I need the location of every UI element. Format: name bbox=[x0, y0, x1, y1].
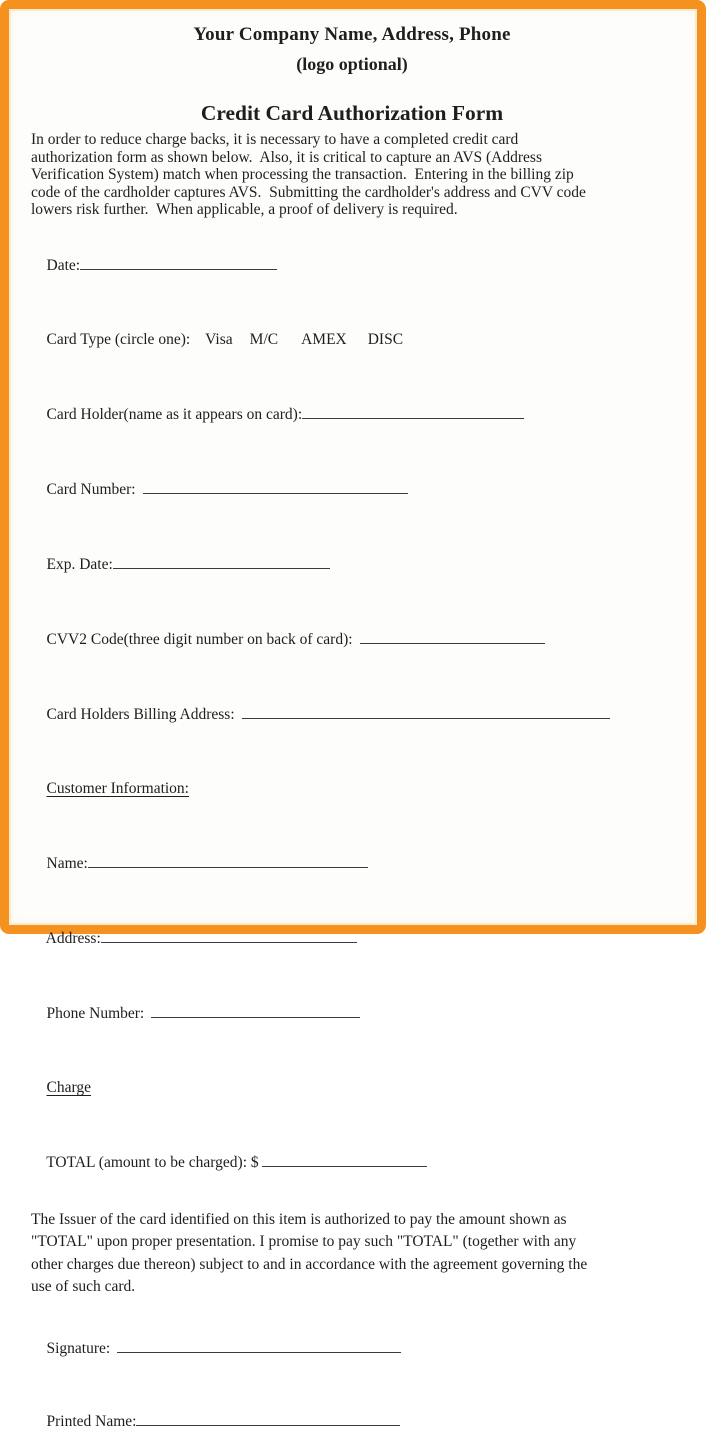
signature-label: Signature: bbox=[46, 1339, 111, 1357]
form-title: Credit Card Authorization Form bbox=[200, 101, 504, 125]
card-type-label: Card Type (circle one): bbox=[46, 330, 191, 348]
logo-optional-line: (logo optional) bbox=[296, 54, 408, 74]
billing-address-fill-line[interactable] bbox=[242, 705, 610, 719]
customer-information-heading: Customer Information: bbox=[46, 779, 189, 797]
address-fill-line[interactable] bbox=[101, 929, 357, 943]
agreement-line: "TOTAL" upon proper presentation. I promise to pay such "TOTAL" (together with any bbox=[31, 1233, 577, 1251]
intro-line: lowers risk further. When applicable, a proof of delivery is required. bbox=[31, 201, 458, 219]
field-row-date bbox=[31, 239, 673, 291]
printed-name-fill-line[interactable] bbox=[136, 1412, 400, 1426]
field-row-name bbox=[31, 837, 673, 889]
agreement-paragraph bbox=[31, 1209, 673, 1299]
phone-number-label: Phone Number: bbox=[46, 1004, 145, 1022]
total-fill-line[interactable] bbox=[262, 1153, 427, 1167]
field-row-total bbox=[31, 1136, 673, 1188]
agreement-line: The Issuer of the card identified on this item is authorized to pay the amount shown as bbox=[31, 1210, 567, 1228]
intro-line: Verification System) match when processing the transaction. Entering in the billing zip bbox=[31, 166, 574, 184]
name-label: Name: bbox=[46, 854, 88, 872]
cvv2-label: CVV2 Code(three digit number on back of card): bbox=[46, 630, 353, 648]
field-row-phone-number bbox=[31, 987, 673, 1039]
signature-fill-line[interactable] bbox=[117, 1339, 401, 1353]
intro-line: code of the cardholder captures AVS. Submitting the cardholder's address and CVV code bbox=[31, 183, 586, 201]
card-holder-fill-line[interactable] bbox=[302, 405, 524, 419]
field-row-address bbox=[31, 912, 673, 964]
section-heading-charge bbox=[31, 1062, 673, 1113]
field-row-cvv2 bbox=[31, 613, 673, 665]
company-header: Your Company Name, Address, Phone bbox=[193, 24, 511, 45]
field-row-card-number bbox=[31, 463, 673, 515]
card-number-label: Card Number: bbox=[46, 480, 136, 498]
card-type-option-mc[interactable]: M/C bbox=[249, 330, 279, 348]
section-heading-customer-information bbox=[31, 763, 673, 814]
card-type-option-disc[interactable]: DISC bbox=[367, 330, 404, 348]
card-type-option-visa[interactable]: Visa bbox=[205, 330, 233, 348]
total-label: TOTAL (amount to be charged): $ bbox=[46, 1153, 259, 1171]
card-number-fill-line[interactable] bbox=[143, 480, 408, 494]
charge-heading: Charge bbox=[46, 1078, 91, 1096]
field-row-exp-date bbox=[31, 538, 673, 590]
intro-line: In order to reduce charge backs, it is necessary to have a completed credit card bbox=[31, 131, 519, 148]
card-type-option-amex[interactable]: AMEX bbox=[301, 330, 347, 348]
date-fill-line[interactable] bbox=[80, 256, 277, 270]
exp-date-fill-line[interactable] bbox=[113, 555, 330, 569]
field-row-signature bbox=[31, 1322, 673, 1374]
field-row-card-holder bbox=[31, 388, 673, 440]
date-label: Date: bbox=[46, 256, 81, 274]
card-holder-label: Card Holder(name as it appears on card): bbox=[46, 405, 303, 423]
exp-date-label: Exp. Date: bbox=[46, 555, 113, 573]
field-row-card-type bbox=[31, 314, 673, 365]
billing-address-label: Card Holders Billing Address: bbox=[46, 705, 235, 723]
agreement-line: use of such card. bbox=[31, 1278, 136, 1296]
field-row-printed-name bbox=[31, 1395, 673, 1447]
field-row-billing-address bbox=[31, 688, 673, 740]
intro-line: authorization form as shown below. Also, it is critical to capture an AVS (Address bbox=[31, 148, 542, 166]
printed-name-label: Printed Name: bbox=[46, 1412, 137, 1430]
address-label: Address: bbox=[45, 929, 101, 947]
phone-number-fill-line[interactable] bbox=[151, 1004, 360, 1018]
intro-paragraph bbox=[31, 131, 673, 219]
cvv2-fill-line[interactable] bbox=[360, 630, 545, 644]
name-fill-line[interactable] bbox=[88, 854, 368, 868]
agreement-line: other charges due thereon) subject to and in accordance with the agreement governing the bbox=[31, 1255, 588, 1273]
